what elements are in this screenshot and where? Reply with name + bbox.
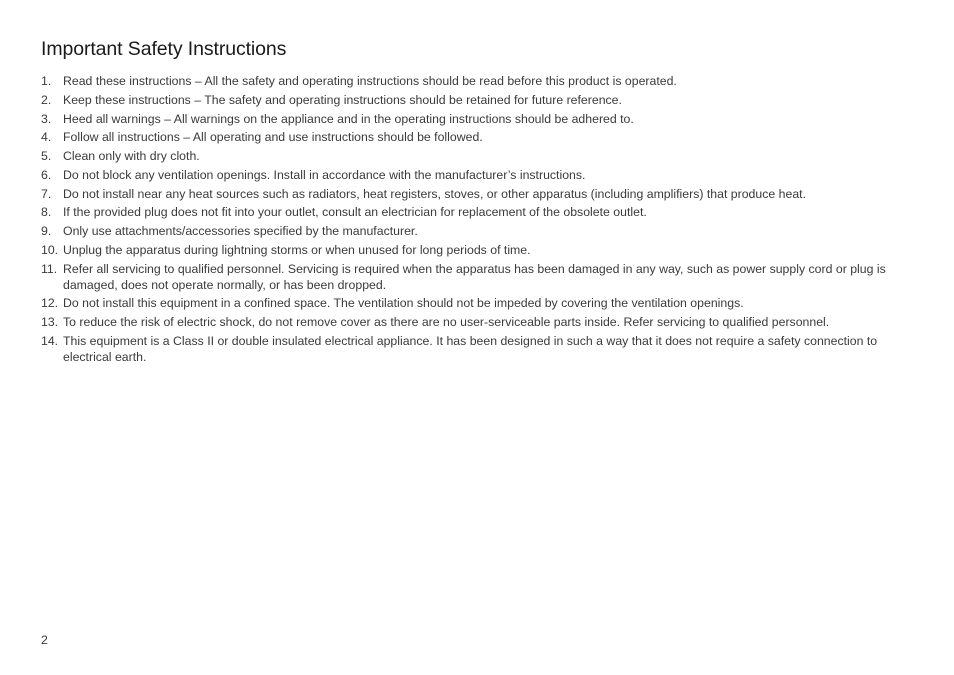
item-text: If the provided plug does not fit into your outlet, consult an electrician for replacement of the obsolete outlet.: [63, 205, 647, 220]
list-item: [41, 261, 911, 293]
item-number: 1.: [41, 74, 52, 88]
safety-instructions-list: [41, 73, 911, 368]
list-item: [41, 148, 911, 164]
item-text: Refer all servicing to qualified personnel. Servicing is required when the apparatus has been damaged in any way, such as power supply cord or plug is damaged, does not operate normally, or has been dropped.: [63, 261, 886, 292]
item-number: 13.: [41, 315, 59, 329]
item-text: Follow all instructions – All operating and use instructions should be followed.: [63, 130, 483, 145]
list-item: [41, 92, 911, 108]
item-number: 9.: [41, 224, 52, 238]
item-text: Only use attachments/accessories specified by the manufacturer.: [63, 224, 418, 238]
list-item: [41, 186, 911, 202]
list-item: [41, 167, 911, 183]
item-text: Read these instructions – All the safety and operating instructions should be read before this product is operated.: [63, 74, 677, 88]
list-item: [41, 111, 911, 127]
item-number: 7.: [41, 186, 52, 201]
item-text: Clean only with dry cloth.: [63, 149, 200, 163]
item-number: 10.: [41, 242, 59, 257]
item-text: This equipment is a Class II or double insulated electrical appliance. It has been designed in such a way that it does not require a safety connection to electrical earth.: [63, 333, 878, 364]
item-text: Heed all warnings – All warnings on the appliance and in the operating instructions should be adhered to.: [63, 111, 634, 126]
item-text: Keep these instructions – The safety and operating instructions should be retained for future reference.: [63, 92, 622, 107]
list-item: [41, 73, 911, 89]
list-item: [41, 204, 911, 220]
item-number: 4.: [41, 130, 52, 145]
page-title: Important Safety Instructions: [41, 38, 287, 60]
list-item: [41, 223, 911, 239]
item-text: To reduce the risk of electric shock, do not remove cover as there are no user-serviceable parts inside. Refer servicing to qualified personnel.: [63, 315, 830, 329]
item-text: Do not install near any heat sources such as radiators, heat registers, stoves, or other apparatus (including amplifiers) that produce heat.: [63, 186, 806, 201]
item-number: 6.: [41, 167, 52, 182]
item-number: 2.: [41, 92, 52, 107]
list-item: [41, 295, 911, 311]
list-item: [41, 314, 911, 330]
item-number: 3.: [41, 111, 52, 126]
item-number: 8.: [41, 205, 52, 220]
page-number: 2: [41, 633, 48, 647]
item-text: Do not install this equipment in a confined space. The ventilation should not be impeded by covering the ventilation openings.: [63, 296, 744, 311]
item-number: 14.: [41, 333, 59, 348]
item-number: 12.: [41, 296, 59, 311]
item-text: Do not block any ventilation openings. Install in accordance with the manufacturer’s instructions.: [63, 167, 586, 182]
list-item: [41, 333, 911, 365]
list-item: [41, 129, 911, 145]
item-number: 5.: [41, 149, 52, 163]
item-number: 11.: [41, 261, 58, 276]
list-item: [41, 242, 911, 258]
item-text: Unplug the apparatus during lightning storms or when unused for long periods of time.: [63, 242, 531, 257]
